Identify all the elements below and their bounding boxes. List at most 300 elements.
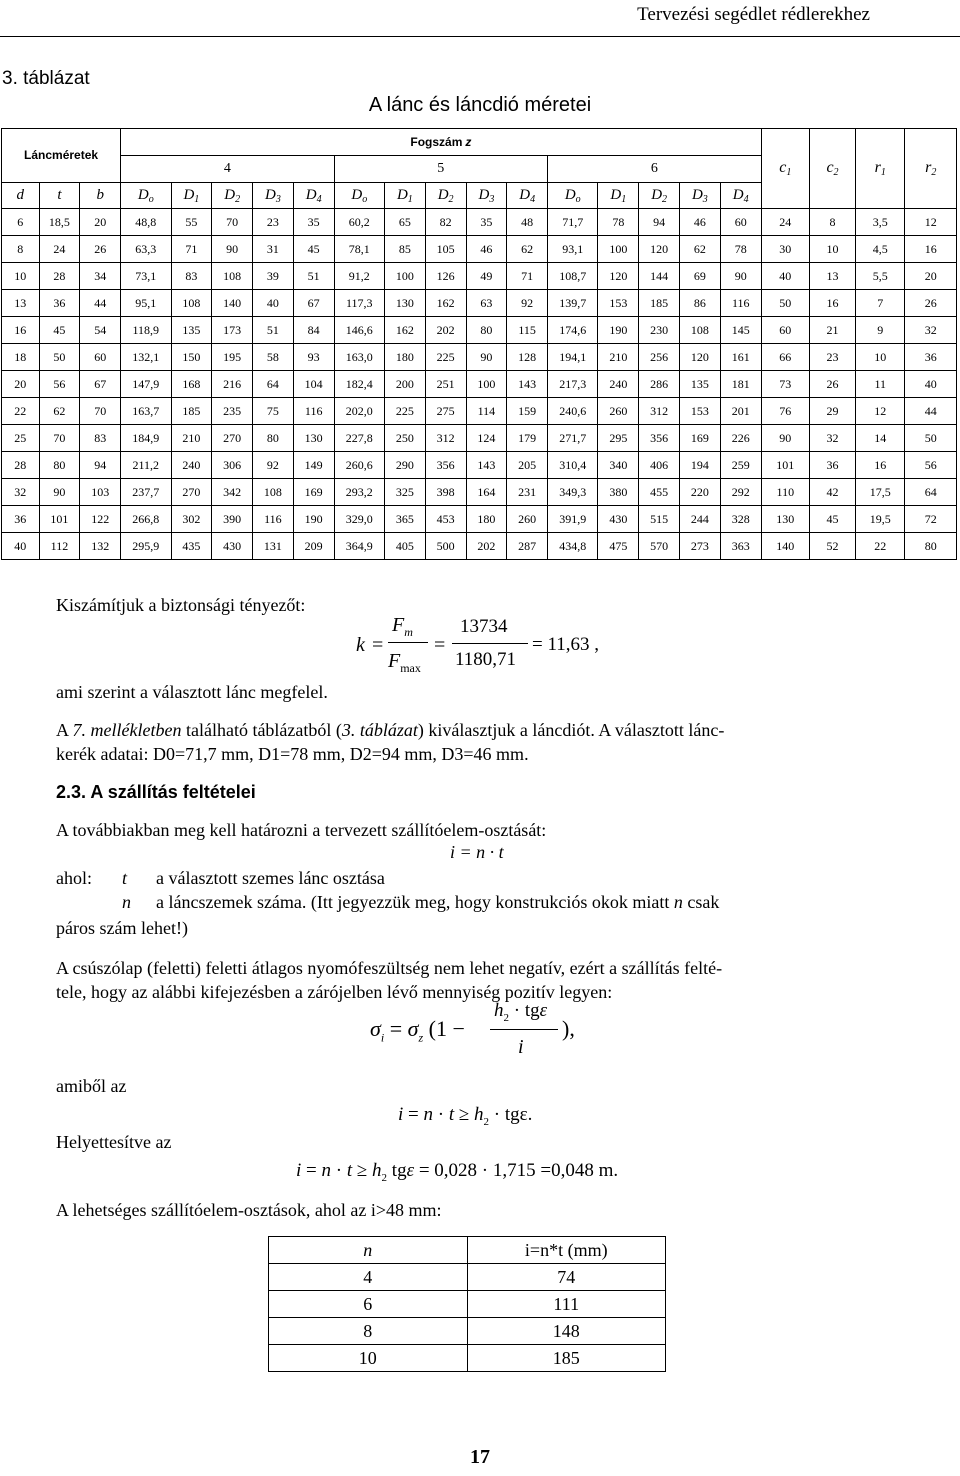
table-cell: 78,1 [334,236,384,263]
table-cell: 306 [212,452,253,479]
table-cell: 80 [253,425,294,452]
table-cell: 365 [384,506,425,533]
col-header-c2: $c_2$ [809,129,855,209]
table-cell: 120 [598,263,639,290]
pitch-row [269,1345,666,1372]
desc-t: a választott szemes lánc osztása [156,868,385,888]
table-cell: 19,5 [856,506,905,533]
section-title: 2.3. A szállítás feltételei [56,782,256,802]
table-cell: 273 [680,533,721,560]
table-cell: 110 [761,479,809,506]
table-cell: 140 [761,533,809,560]
table-cell: 51 [253,317,294,344]
table-cell: 94 [639,209,680,236]
table-cell: 101 [761,452,809,479]
table-cell: 143 [507,371,548,398]
desc-n-line2: páros szám lehet!) [56,918,188,938]
table-cell: 17,5 [856,479,905,506]
table-cell: 13 [809,263,855,290]
table-cell: 118,9 [121,317,171,344]
formula-fm: $F_m$ [392,614,413,639]
table-cell: 26 [905,290,957,317]
table-cell: 201 [720,398,761,425]
sigma-numerator: $h_2 \cdot tg\varepsilon$ [494,1000,548,1024]
table-cell: 18,5 [39,209,80,236]
formula-fmax: $F_{max}$ [388,650,421,675]
table-row [2,290,957,317]
table-cell: 250 [384,425,425,452]
table-cell: 149 [293,452,334,479]
formula-eq2: = [434,634,446,656]
table-cell: 455 [639,479,680,506]
table-cell: 342 [212,479,253,506]
table-cell: 159 [507,398,548,425]
table-cell: 194,1 [548,344,598,371]
table-cell: 153 [680,398,721,425]
table-cell: 60,2 [334,209,384,236]
table-cell: 380 [598,479,639,506]
paragraph-possible-pitches: A lehetséges szállítóelem-osztások, ahol az i>48 mm: [56,1200,442,1220]
table-cell: 8 [809,209,855,236]
pitch-cell: 6 [269,1291,468,1318]
table-cell: 130 [293,425,334,452]
table-cell: 135 [680,371,721,398]
table-cell: 251 [425,371,466,398]
table-cell: 292 [720,479,761,506]
table-cell: 147,9 [121,371,171,398]
table-cell: 180 [384,344,425,371]
table-cell: 58 [253,344,294,371]
table-cell: 9 [856,317,905,344]
table-cell: 73 [761,371,809,398]
pitch-cell: 10 [269,1345,468,1372]
table-cell: 7 [856,290,905,317]
col-header-b: b [80,183,121,209]
table-row [2,344,957,371]
table-cell: 3,5 [856,209,905,236]
col-header-gear4-D4: $D_4$ [293,183,334,209]
table-cell: 5,5 [856,263,905,290]
table-cell: 18 [2,344,40,371]
table-cell: 202 [425,317,466,344]
table-cell: 12 [905,209,957,236]
sigma-denominator: i [518,1036,524,1058]
col-header-c1: $c_1$ [761,129,809,209]
table-cell: 115 [507,317,548,344]
table-cell: 310,4 [548,452,598,479]
col-header-gear5-D3: $D_3$ [466,183,507,209]
table-cell: 48 [507,209,548,236]
table-cell: 80 [39,452,80,479]
table-cell: 21 [809,317,855,344]
table-cell: 302 [171,506,212,533]
table-cell: 216 [212,371,253,398]
table-cell: 275 [425,398,466,425]
table-cell: 453 [425,506,466,533]
col-header-d: d [2,183,40,209]
table-cell: 16 [809,290,855,317]
table-label: 3. táblázat [2,68,90,89]
table-cell: 363 [720,533,761,560]
table-cell: 11 [856,371,905,398]
table-cell: 13 [2,290,40,317]
table-cell: 62 [507,236,548,263]
table-cell: 169 [293,479,334,506]
table-cell: 143 [466,452,507,479]
formula-denominator: 1180,71 [455,649,517,670]
table-cell: 90 [466,344,507,371]
table-cell: 211,2 [121,452,171,479]
table-cell: 356 [639,425,680,452]
table-cell: 100 [598,236,639,263]
table-cell: 78 [598,209,639,236]
col-header-gear4-D3: $D_3$ [253,183,294,209]
fraction-line-3 [490,1029,558,1030]
table-cell: 83 [171,263,212,290]
col-header-gear4-D1: $D_1$ [171,183,212,209]
table-cell: 10 [809,236,855,263]
table-cell: 56 [905,452,957,479]
table-cell: 78 [720,236,761,263]
pitch-cell: 148 [467,1318,666,1345]
table-cell: 108 [171,290,212,317]
table-cell: 210 [598,344,639,371]
table-cell: 570 [639,533,680,560]
table-cell: 271,7 [548,425,598,452]
desc-n: a láncszemek száma. (Itt jegyezzük meg, hogy konstrukciós okok miatt n csak [156,892,720,912]
table-row [2,452,957,479]
table-cell: 24 [39,236,80,263]
table-cell: 65 [384,209,425,236]
table-cell: 295,9 [121,533,171,560]
table-cell: 312 [639,398,680,425]
table-cell: 45 [809,506,855,533]
table-cell: 28 [39,263,80,290]
table-cell: 260 [507,506,548,533]
pitch-row [269,1318,666,1345]
fraction-line-1 [388,642,428,643]
pitch-header-n: n [269,1237,468,1264]
paragraph-selection: A 7. mellékletben található táblázatból (3. táblázat) kiválasztjuk a láncdiót. A választott lánc- kerék adatai: D0=71,7 mm, D1=78 mm, D2=94 mm, D3=46 mm. [56,720,725,764]
table-cell: 220 [680,479,721,506]
col-header-gear4-D2: $D_2$ [212,183,253,209]
table-cell: 225 [384,398,425,425]
table-cell: 173 [212,317,253,344]
table-cell: 84 [293,317,334,344]
table-cell: 139,7 [548,290,598,317]
table-cell: 20 [2,371,40,398]
table-cell: 83 [80,425,121,452]
table-cell: 35 [466,209,507,236]
symbol-t: t [122,868,128,888]
col-header-gear5-Do: $D_o$ [334,183,384,209]
table-cell: 50 [761,290,809,317]
pitch-cell: 111 [467,1291,666,1318]
table-cell: 244 [680,506,721,533]
col-header-gear6-D2: $D_2$ [639,183,680,209]
table-cell: 114 [466,398,507,425]
table-cell: 16 [2,317,40,344]
table-cell: 194 [680,452,721,479]
table-cell: 120 [639,236,680,263]
table-cell: 182,4 [334,371,384,398]
table-cell: 10 [856,344,905,371]
table-cell: 227,8 [334,425,384,452]
table-cell: 56 [39,371,80,398]
table-cell: 75 [253,398,294,425]
table-cell: 93,1 [548,236,598,263]
table-cell: 184,9 [121,425,171,452]
table-cell: 91,2 [334,263,384,290]
formula-eq1: = [372,634,384,656]
table-cell: 161 [720,344,761,371]
table-cell: 26 [809,371,855,398]
fraction-line-2 [452,643,528,644]
table-cell: 103 [80,479,121,506]
table-cell: 50 [39,344,80,371]
table-cell: 150 [171,344,212,371]
table-cell: 190 [293,506,334,533]
table-cell: 329,0 [334,506,384,533]
table-cell: 132,1 [121,344,171,371]
gear-count-6: 6 [548,156,762,183]
table-cell: 45 [39,317,80,344]
table-cell: 205 [507,452,548,479]
table-cell: 22 [856,533,905,560]
table-cell: 116 [293,398,334,425]
table-cell: 290 [384,452,425,479]
table-cell: 64 [905,479,957,506]
table-cell: 100 [384,263,425,290]
table-cell: 63 [466,290,507,317]
paragraph-chain-ok: ami szerint a választott lánc megfelel. [56,682,328,702]
table-cell: 240,6 [548,398,598,425]
table-cell: 130 [384,290,425,317]
col-header-gear6-Do: $D_o$ [548,183,598,209]
table-cell: 181 [720,371,761,398]
table-cell: 126 [425,263,466,290]
table-cell: 35 [293,209,334,236]
table-cell: 40 [253,290,294,317]
table-cell: 16 [905,236,957,263]
table-row [2,398,957,425]
table-cell: 217,3 [548,371,598,398]
table-cell: 132 [80,533,121,560]
pitch-cell: 74 [467,1264,666,1291]
table-cell: 23 [809,344,855,371]
table-cell: 185 [171,398,212,425]
table-cell: 34 [80,263,121,290]
table-cell: 104 [293,371,334,398]
table-cell: 90 [212,236,253,263]
table-cell: 210 [171,425,212,452]
table-cell: 256 [639,344,680,371]
table-cell: 28 [2,452,40,479]
table-row [2,209,957,236]
table-row [2,263,957,290]
table-cell: 25 [2,425,40,452]
table-cell: 32 [905,317,957,344]
table-cell: 356 [425,452,466,479]
table-cell: 66 [761,344,809,371]
table-cell: 240 [598,371,639,398]
table-cell: 364,9 [334,533,384,560]
table-cell: 391,9 [548,506,598,533]
table-cell: 230 [639,317,680,344]
table-cell: 8 [2,236,40,263]
table-cell: 209 [293,533,334,560]
table-cell: 195 [212,344,253,371]
col-header-gear4-Do: $D_o$ [121,183,171,209]
formula-numerator: 13734 [460,616,508,637]
table-cell: 180 [466,506,507,533]
table-cell: 64 [253,371,294,398]
pitch-cell: 4 [269,1264,468,1291]
table-cell: 140 [212,290,253,317]
pitch-row [269,1264,666,1291]
table-cell: 287 [507,533,548,560]
table-cell: 36 [905,344,957,371]
col-header-gear5-D4: $D_4$ [507,183,548,209]
table-cell: 44 [905,398,957,425]
table-cell: 71,7 [548,209,598,236]
table-cell: 54 [80,317,121,344]
table-cell: 80 [905,533,957,560]
table-cell: 340 [598,452,639,479]
table-cell: 22 [2,398,40,425]
table-cell: 286 [639,371,680,398]
table-cell: 430 [212,533,253,560]
pitch-cell: 185 [467,1345,666,1372]
paragraph-pitch-intro: A továbbiakban meg kell határozni a tervezett szállítóelem-osztását: [56,820,547,840]
table-cell: 128 [507,344,548,371]
table-cell: 4,5 [856,236,905,263]
table-cell: 50 [905,425,957,452]
table-cell: 237,7 [121,479,171,506]
formula-k: k [356,634,365,656]
table-cell: 200 [384,371,425,398]
table-cell: 32 [2,479,40,506]
table-cell: 70 [212,209,253,236]
table-cell: 20 [905,263,957,290]
table-cell: 71 [171,236,212,263]
chain-dimensions-table [1,128,957,560]
table-cell: 51 [293,263,334,290]
table-cell: 117,3 [334,290,384,317]
table-cell: 270 [212,425,253,452]
table-cell: 60 [80,344,121,371]
table-cell: 70 [39,425,80,452]
table-cell: 108 [212,263,253,290]
equation-sigma: $\sigma_i = \sigma_z$ (1 − [370,1016,465,1045]
table-cell: 39 [253,263,294,290]
table-cell: 36 [809,452,855,479]
table-cell: 105 [425,236,466,263]
table-cell: 42 [809,479,855,506]
table-cell: 435 [171,533,212,560]
table-cell: 406 [639,452,680,479]
table-cell: 293,2 [334,479,384,506]
col-header-gear6-D4: $D_4$ [720,183,761,209]
table-cell: 131 [253,533,294,560]
table-cell: 46 [466,236,507,263]
table-title: A lánc és láncdió méretei [368,94,592,116]
table-cell: 164 [466,479,507,506]
table-cell: 12 [856,398,905,425]
table-cell: 82 [425,209,466,236]
table-cell: 500 [425,533,466,560]
table-cell: 163,7 [121,398,171,425]
table-row [2,371,957,398]
table-row [2,533,957,560]
col-header-gear6-D1: $D_1$ [598,183,639,209]
table-cell: 44 [80,290,121,317]
table-cell: 266,8 [121,506,171,533]
table-cell: 270 [171,479,212,506]
table-cell: 45 [293,236,334,263]
table-cell: 162 [425,290,466,317]
pitch-row [269,1291,666,1318]
table-cell: 225 [425,344,466,371]
table-cell: 325 [384,479,425,506]
table-cell: 49 [466,263,507,290]
table-cell: 86 [680,290,721,317]
table-cell: 179 [507,425,548,452]
table-cell: 26 [80,236,121,263]
table-cell: 295 [598,425,639,452]
table-row [2,506,957,533]
table-cell: 405 [384,533,425,560]
table-cell: 108,7 [548,263,598,290]
table-cell: 349,3 [548,479,598,506]
gear-count-5: 5 [334,156,547,183]
table-cell: 259 [720,452,761,479]
table-cell: 515 [639,506,680,533]
table-cell: 60 [720,209,761,236]
table-cell: 260,6 [334,452,384,479]
table-cell: 190 [598,317,639,344]
table-cell: 63,3 [121,236,171,263]
table-cell: 130 [761,506,809,533]
table-cell: 94 [80,452,121,479]
label-ahol: ahol: [56,868,92,888]
symbol-n: n [122,892,131,912]
table-cell: 48,8 [121,209,171,236]
table-cell: 226 [720,425,761,452]
table-cell: 55 [171,209,212,236]
table-cell: 122 [80,506,121,533]
table-cell: 40 [761,263,809,290]
table-cell: 20 [80,209,121,236]
table-cell: 90 [39,479,80,506]
table-cell: 112 [39,533,80,560]
table-cell: 108 [680,317,721,344]
table-cell: 46 [680,209,721,236]
table-cell: 430 [598,506,639,533]
label-amibol: amiből az [56,1076,127,1096]
table-cell: 90 [761,425,809,452]
table-cell: 32 [809,425,855,452]
table-row [2,317,957,344]
page-number: 17 [470,1446,490,1468]
table-cell: 108 [253,479,294,506]
col-header-r2: $r_2$ [905,129,957,209]
pitch-header-i: i=n*t (mm) [467,1237,666,1264]
table-cell: 40 [905,371,957,398]
header-rule [0,36,960,37]
table-cell: 231 [507,479,548,506]
table-cell: 153 [598,290,639,317]
